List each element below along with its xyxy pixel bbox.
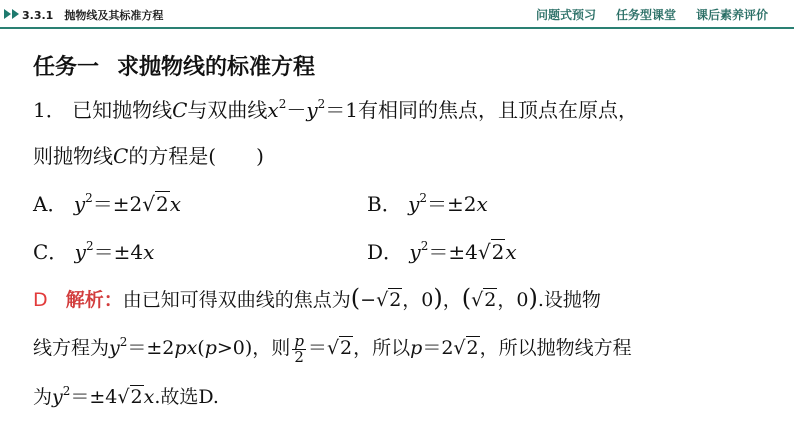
question-text: ＝1有相同的焦点，且顶点在原点，	[325, 98, 639, 122]
var-x: x	[476, 192, 488, 216]
var-x: x	[143, 386, 155, 408]
solution-text: 为	[33, 386, 53, 408]
exponent: 2	[278, 97, 287, 112]
question-text: 则抛物线	[33, 144, 113, 168]
minus-sign: −	[360, 289, 377, 311]
question-line-1	[33, 94, 638, 123]
option-label: C．	[33, 240, 69, 264]
solution-line-1	[33, 284, 601, 312]
solution-text: ，所以	[353, 337, 411, 359]
var-y: y	[408, 192, 420, 216]
var-y: y	[109, 337, 120, 359]
paren-close: )	[433, 284, 443, 312]
question-line-2	[33, 140, 264, 169]
var-p: p	[410, 337, 423, 359]
solution-text: ，	[442, 289, 462, 311]
paren-open: (	[461, 284, 472, 312]
play-arrows-icon	[4, 9, 19, 19]
question-text: 已知抛物线	[72, 98, 173, 122]
sqrt-radicand: 2	[389, 289, 402, 311]
option-b	[367, 188, 488, 217]
solution-text: ＝±4	[70, 386, 118, 408]
section-title: 3.3.1 抛物线及其标准方程	[22, 9, 164, 22]
option-eq: ＝±2	[92, 192, 143, 216]
option-eq: ＝±4	[93, 240, 144, 264]
paren-open: (	[350, 284, 361, 312]
solution-text: 线方程为	[33, 337, 110, 359]
exponent: 2	[420, 239, 429, 254]
question-number: 1．	[33, 98, 66, 122]
solution-text: ＝2	[422, 337, 454, 359]
equals-sign: ＝	[307, 337, 327, 359]
option-label: A．	[33, 192, 68, 216]
var-px: px	[174, 337, 198, 359]
sqrt-symbol: √2	[326, 337, 353, 359]
exponent: 2	[85, 191, 93, 206]
minus-sign: －	[286, 98, 307, 122]
exponent: 2	[419, 191, 428, 206]
exponent: 2	[85, 239, 94, 254]
exponent: 2	[119, 334, 128, 349]
solution-text: 由已知可得双曲线的焦点为	[122, 289, 351, 311]
header-nav	[536, 6, 768, 23]
sqrt-radicand: 2	[156, 192, 169, 216]
var-x: x	[169, 192, 182, 216]
var-y: y	[409, 240, 421, 264]
var-y: y	[52, 386, 63, 408]
var-c: C	[172, 98, 188, 122]
sqrt-radicand: 2	[491, 240, 505, 264]
solution-text: ，所以抛物线方程	[479, 337, 632, 359]
option-a	[33, 188, 181, 217]
solution-text: (	[197, 337, 205, 359]
task-prefix: 任务一	[33, 55, 100, 80]
nav-preview[interactable]: 问题式预习	[535, 8, 596, 22]
option-eq: ＝±4	[428, 240, 478, 264]
task-heading	[33, 50, 315, 81]
fraction-denominator: 2	[294, 347, 304, 366]
nav-evaluation[interactable]: 课后素养评价	[695, 8, 768, 22]
answer-letter: D	[33, 289, 48, 311]
var-x: x	[143, 240, 155, 264]
solution-text: .故选D.	[154, 386, 219, 408]
solution-line-3	[33, 382, 219, 409]
exponent: 2	[317, 97, 326, 112]
solution-text: ，0	[402, 289, 434, 311]
var-x: x	[267, 98, 279, 122]
fraction-p-over-2	[292, 331, 306, 366]
paren-close: )	[528, 284, 538, 312]
question-text: 的方程是(	[128, 144, 217, 168]
sqrt-symbol: √2	[117, 386, 143, 408]
exponent: 2	[62, 383, 71, 398]
sqrt-symbol: √2	[376, 289, 402, 311]
fraction-numerator: p	[294, 331, 304, 350]
solution-line-2	[33, 333, 632, 365]
sqrt-radicand: 2	[130, 386, 143, 408]
sqrt-symbol: √2	[477, 240, 505, 264]
sqrt-symbol: √2	[453, 337, 479, 359]
sqrt-symbol: √2	[471, 289, 497, 311]
solution-label: 解析：	[65, 289, 123, 311]
sqrt-radicand: 2	[484, 289, 497, 311]
sqrt-radicand: 2	[340, 337, 353, 359]
option-c	[33, 236, 154, 265]
solution-text: .设抛	[537, 289, 582, 311]
var-p: p	[204, 337, 217, 359]
header-divider	[0, 27, 794, 29]
option-eq: ＝±2	[427, 192, 477, 216]
solution-text: ＝±2	[127, 337, 175, 359]
sqrt-symbol: √2	[142, 192, 169, 216]
var-y: y	[306, 98, 318, 122]
question-text: )	[256, 144, 264, 168]
option-label: B．	[367, 192, 402, 216]
solution-text: ，0	[497, 289, 529, 311]
var-c: C	[113, 144, 129, 168]
var-y: y	[74, 240, 86, 264]
solution-text: 物	[581, 289, 601, 311]
solution-text: >0)，则	[216, 337, 291, 359]
question-text: 与双曲线	[187, 98, 268, 122]
task-title: 求抛物线的标准方程	[117, 55, 316, 80]
var-x: x	[505, 240, 517, 264]
option-d	[367, 236, 517, 265]
sqrt-radicand: 2	[466, 337, 479, 359]
var-y: y	[73, 192, 86, 216]
nav-classroom[interactable]: 任务型课堂	[615, 8, 676, 22]
header-bar	[0, 0, 794, 30]
option-label: D．	[367, 240, 404, 264]
